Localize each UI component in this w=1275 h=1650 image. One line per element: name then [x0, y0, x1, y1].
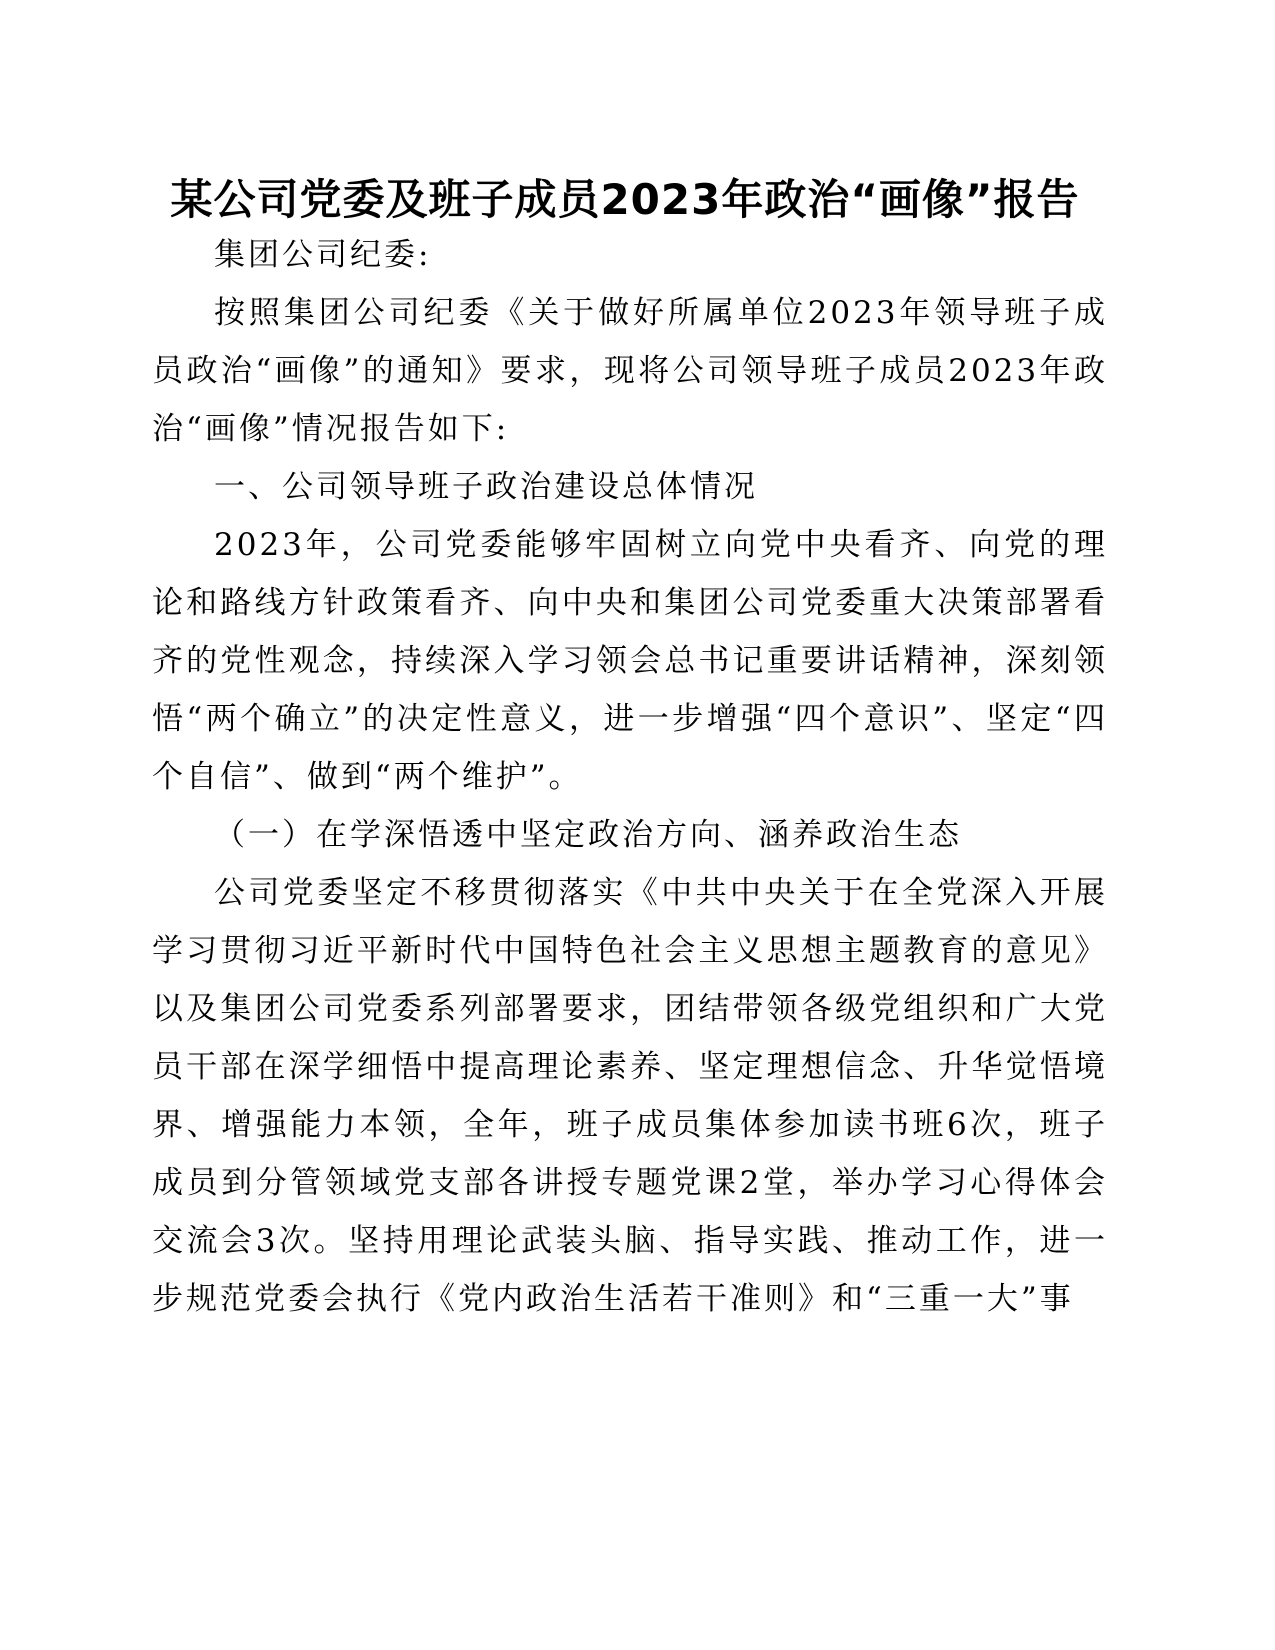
document-title: 某公司党委及班子成员2023年政治“画像”报告: [170, 175, 1080, 224]
section-1-paragraph: 2023年，公司党委能够牢固树立向党中央看齐、向党的理论和路线方针政策看齐、向中央和集团公司党委重大决策部署看齐的党性观念，持续深入学习领会总书记重要讲话精神，深刻领悟“两个确立”的决定性意义，进一步增强“四个意识”、坚定“四个自信”、做到“两个维护”。: [152, 527, 1108, 795]
section-heading-1: 一、公司领导班子政治建设总体情况: [214, 469, 758, 505]
subsection-1-paragraph: 公司党委坚定不移贯彻落实《中共中央关于在全党深入开展学习贯彻习近平新时代中国特色社会主义思想主题教育的意见》以及集团公司党委系列部署要求，团结带领各级党组织和广大党员干部在深学细悟中提高理论素养、坚定理想信念、升华觉悟境界、增强能力本领，全年，班子成员集体参加读书班6次，班子成员到分管领域党支部各讲授专题党课2堂，举办学习心得体会交流会3次。坚持用理论武装头脑、指导实践、推动工作，进一步规范党委会执行《党内政治生活若干准则》和“三重一大”事: [152, 875, 1108, 1317]
subsection-heading-1: （一）在学深悟透中坚定政治方向、涵养政治生态: [214, 817, 962, 853]
salutation: 集团公司纪委:: [214, 237, 432, 273]
intro-paragraph: 按照集团公司纪委《关于做好所属单位2023年领导班子成员政治“画像”的通知》要求，现将公司领导班子成员2023年政治“画像”情况报告如下:: [152, 295, 1108, 447]
document-body: [152, 226, 1108, 1328]
